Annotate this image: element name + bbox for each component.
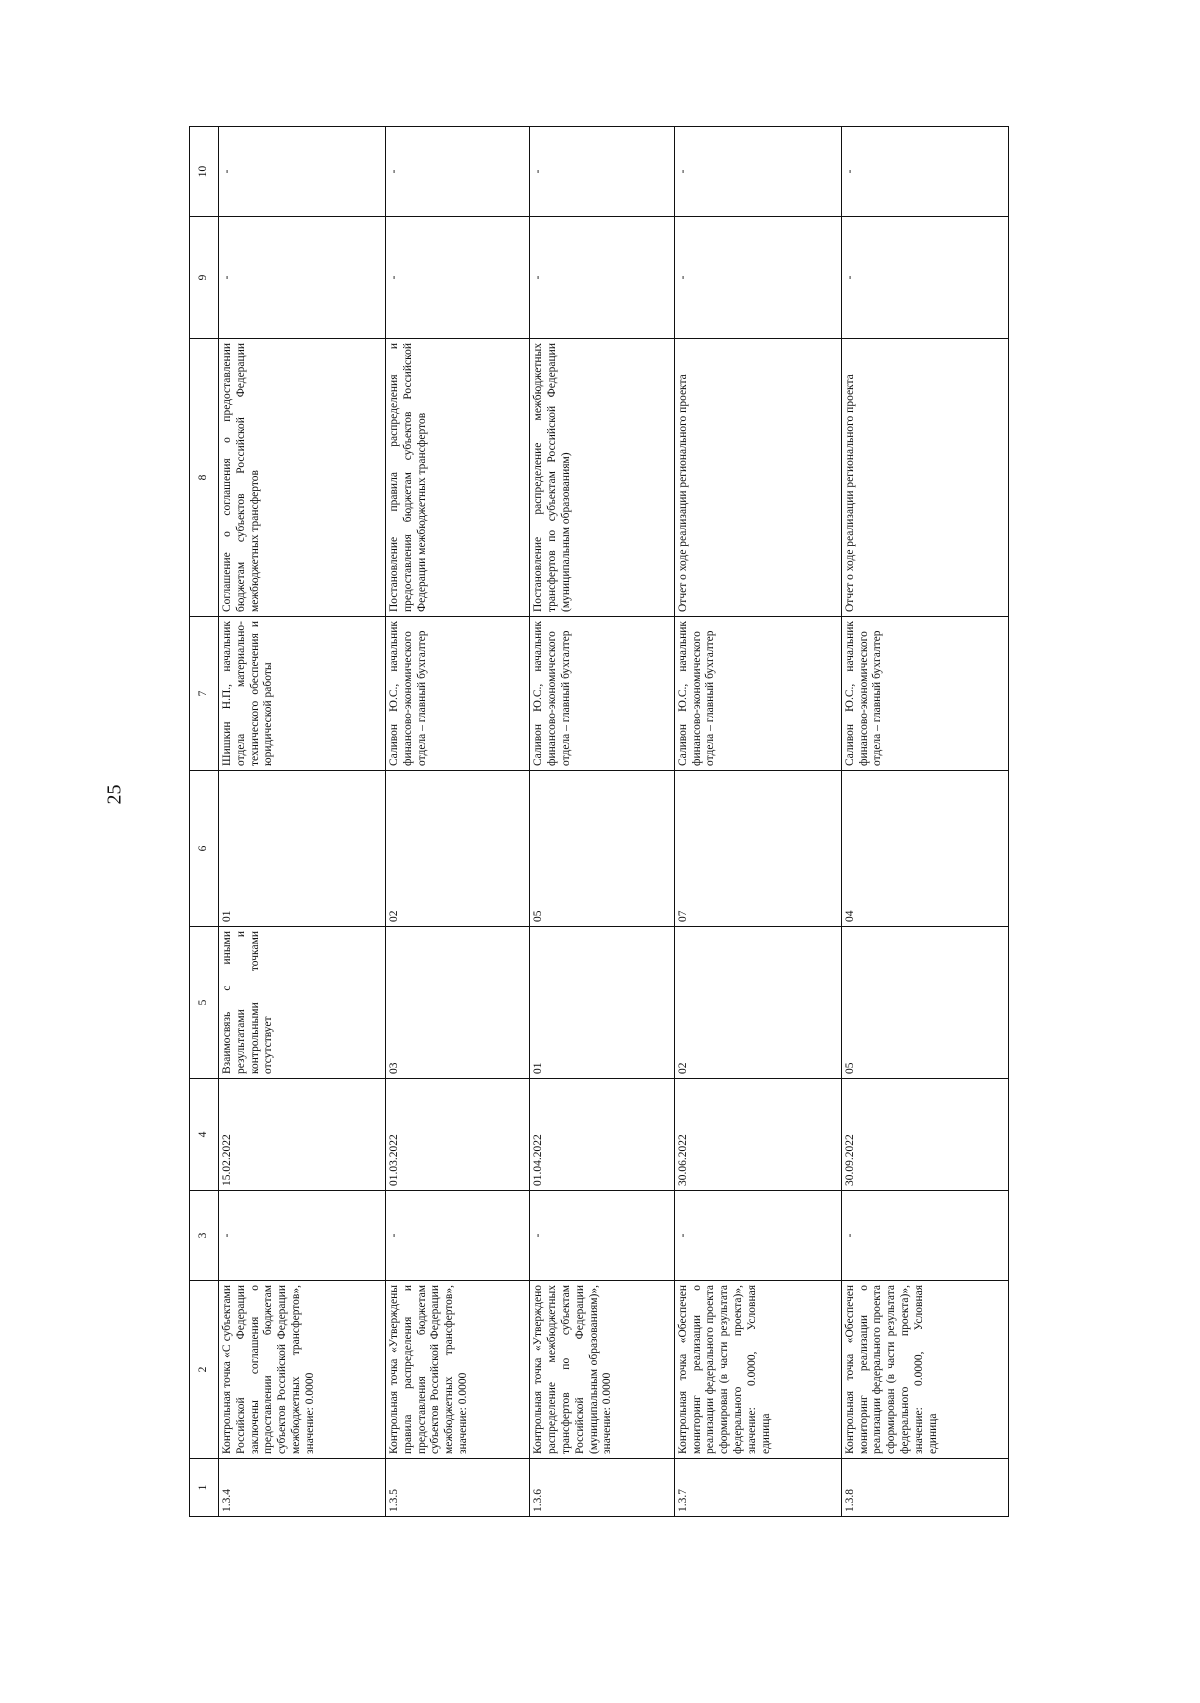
column-header-2: 2 <box>190 1281 219 1459</box>
table-row <box>674 127 841 1517</box>
cell-col6: 02 <box>386 771 530 927</box>
cell-col3: - <box>530 1191 674 1281</box>
cell-relation: 01 <box>530 927 674 1079</box>
cell-col3: - <box>674 1191 841 1281</box>
table-wrapper <box>189 127 1009 1517</box>
cell-document: Отчет о ходе реализации регионального проекта <box>674 339 841 617</box>
cell-col10: - <box>530 127 674 217</box>
cell-relation: Взаимосвязь с иными результатами и контрольными точками отсутствует <box>219 927 386 1079</box>
cell-control-point: Контрольная точка «Утверждено распределение межбюджетных трансфертов по субъектам Российской Федерации (муниципальным образованиям)», значение: 0.0000 <box>530 1281 674 1459</box>
rotated-table <box>189 127 1009 1517</box>
table-row <box>841 127 1008 1517</box>
cell-number: 1.3.6 <box>530 1459 674 1517</box>
cell-date: 30.06.2022 <box>674 1079 841 1191</box>
cell-responsible: Саливон Ю.С., начальник финансово-экономического отдела – главный бухгалтер <box>841 617 1008 771</box>
cell-number: 1.3.4 <box>219 1459 386 1517</box>
cell-col3: - <box>386 1191 530 1281</box>
cell-control-point: Контрольная точка «С субъектами Российской Федерации заключены соглашения о предоставлении бюджетам субъектов Российской Федерации межбюджетных трансфертов», значение: 0.0000 <box>219 1281 386 1459</box>
cell-col6: 05 <box>530 771 674 927</box>
column-header-3: 3 <box>190 1191 219 1281</box>
cell-date: 01.03.2022 <box>386 1079 530 1191</box>
cell-number: 1.3.7 <box>674 1459 841 1517</box>
cell-control-point: Контрольная точка «Обеспечен мониторинг реализации о реализации федерального проекта сформирован (в части результата федерального проекта)», значение: 0.0000, Условная единица <box>841 1281 1008 1459</box>
cell-date: 01.04.2022 <box>530 1079 674 1191</box>
cell-col6: 07 <box>674 771 841 927</box>
cell-document: Соглашение о соглашения о предоставлении бюджетам субъектов Российской Федерации межбюджетных трансфертов <box>219 339 386 617</box>
cell-date: 30.09.2022 <box>841 1079 1008 1191</box>
column-header-9: 9 <box>190 217 219 339</box>
cell-number: 1.3.8 <box>841 1459 1008 1517</box>
cell-col9: - <box>530 217 674 339</box>
cell-col10: - <box>386 127 530 217</box>
cell-col6: 01 <box>219 771 386 927</box>
cell-responsible: Саливон Ю.С., начальник финансово-экономического отдела – главный бухгалтер <box>674 617 841 771</box>
cell-col9: - <box>841 217 1008 339</box>
control-points-table <box>189 126 1009 1517</box>
cell-col9: - <box>219 217 386 339</box>
table-row <box>219 127 386 1517</box>
cell-document: Постановление распределение межбюджетных трансфертов по субъектам Российской Федерации (муниципальным образованиям) <box>530 339 674 617</box>
cell-number: 1.3.5 <box>386 1459 530 1517</box>
cell-col6: 04 <box>841 771 1008 927</box>
cell-relation: 05 <box>841 927 1008 1079</box>
cell-col10: - <box>219 127 386 217</box>
cell-document: Отчет о ходе реализации регионального проекта <box>841 339 1008 617</box>
cell-col9: - <box>674 217 841 339</box>
column-header-6: 6 <box>190 771 219 927</box>
table-row <box>386 127 530 1517</box>
column-header-7: 7 <box>190 617 219 771</box>
cell-col10: - <box>674 127 841 217</box>
column-header-1: 1 <box>190 1459 219 1517</box>
column-header-4: 4 <box>190 1079 219 1191</box>
cell-relation: 02 <box>674 927 841 1079</box>
cell-col9: - <box>386 217 530 339</box>
cell-control-point: Контрольная точка «Обеспечен мониторинг реализации о реализации федерального проекта сформирован (в части результата федерального проекта)», значение: 0.0000, Условная единица <box>674 1281 841 1459</box>
cell-responsible: Саливон Ю.С., начальник финансово-экономического отдела – главный бухгалтер <box>386 617 530 771</box>
table-row <box>530 127 674 1517</box>
column-header-10: 10 <box>190 127 219 217</box>
cell-date: 15.02.2022 <box>219 1079 386 1191</box>
page-number: 25 <box>103 784 126 805</box>
cell-responsible: Шишкин Н.П., начальник отдела материально-технического обеспечения и юридической работы <box>219 617 386 771</box>
cell-relation: 03 <box>386 927 530 1079</box>
column-header-5: 5 <box>190 927 219 1079</box>
cell-col10: - <box>841 127 1008 217</box>
cell-document: Постановление правила распределения и предоставления бюджетам субъектов Российской Федерации межбюджетных трансфертов <box>386 339 530 617</box>
column-header-8: 8 <box>190 339 219 617</box>
header-row <box>190 127 219 1517</box>
cell-col3: - <box>841 1191 1008 1281</box>
cell-responsible: Саливон Ю.С., начальник финансово-экономического отдела – главный бухгалтер <box>530 617 674 771</box>
cell-control-point: Контрольная точка «Утверждены правила распределения и предоставления бюджетам субъектов Российской Федерации межбюджетных трансфертов», значение: 0.0000 <box>386 1281 530 1459</box>
cell-col3: - <box>219 1191 386 1281</box>
